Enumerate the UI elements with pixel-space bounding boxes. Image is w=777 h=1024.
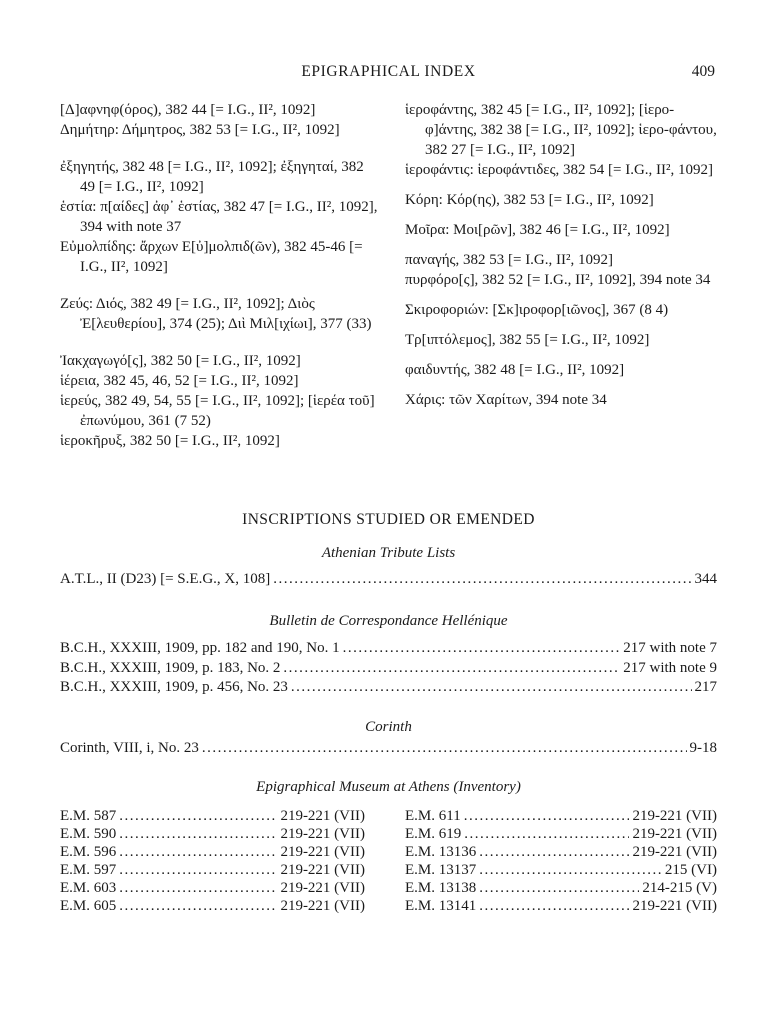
inscription-label: B.C.H., XXXIII, 1909, p. 183, No. 2 (60, 659, 281, 676)
entry-gap (60, 334, 380, 351)
index-entry: Τρ[ιπτόλεμος], 382 55 [= I.G., II², 1092] (405, 332, 650, 348)
inscription-page: 217 with note 7 (623, 640, 717, 656)
section-heading-inscriptions: INSCRIPTIONS STUDIED OR EMENDED (242, 511, 535, 528)
entry-gap (405, 290, 717, 300)
inventory-page: 219-221 (VII) (280, 808, 365, 824)
inventory-label: E.M. 605 (60, 898, 117, 914)
dot-leader (202, 739, 687, 759)
dot-leader (119, 807, 277, 825)
inventory-label: E.M. 13141 (405, 898, 477, 914)
inventory-page: 214-215 (V) (642, 880, 717, 896)
inventory-page: 219-221 (VII) (280, 862, 365, 878)
corinth-list (60, 739, 717, 759)
index-entry: Ἰακχαγωγό[ς], 382 50 [= I.G., II², 1092] (60, 353, 301, 369)
index-entry: Σκιροφοριών: [Σκ]ιροφορ[ιῶνος], 367 (8 4) (405, 302, 669, 318)
entry-gap (405, 180, 717, 190)
inventory-row (60, 825, 365, 843)
dot-leader (464, 825, 629, 843)
inscription-row (60, 659, 717, 679)
inventory-row (60, 843, 365, 861)
index-entry: ἱερεύς, 382 49, 54, 55 [= I.G., II², 1092]; [ἱερέα τοῦ] ἐπωνύμου, 361 (7 52) (60, 393, 375, 429)
index-entry: ἱεροφάντις: ἱεροφάντιδες, 382 54 [= I.G., II², 1092] (405, 162, 714, 178)
dot-leader (283, 659, 620, 679)
index-entry: Δημήτηρ: Δήμητρος, 382 53 [= I.G., II², 1092] (60, 122, 340, 138)
inventory-label: E.M. 13137 (405, 862, 477, 878)
entry-gap (405, 350, 717, 360)
entry-gap (405, 210, 717, 220)
inscription-label: B.C.H., XXXIII, 1909, p. 456, No. 23 (60, 679, 288, 695)
inventory-row (60, 861, 365, 879)
index-entry: ἱέρεια, 382 45, 46, 52 [= I.G., II², 1092] (60, 373, 299, 389)
atl-list (60, 570, 717, 590)
subheading-em: Epigraphical Museum at Athens (Inventory) (256, 779, 521, 795)
inscription-row (60, 639, 717, 659)
subheading-bch: Bulletin de Correspondance Hellénique (269, 613, 508, 629)
index-entry: Κόρη: Κόρ(ης), 382 53 [= I.G., II², 1092] (405, 192, 654, 208)
entry-gap (405, 320, 717, 330)
inscription-label: Corinth, VIII, i, No. 23 (60, 740, 199, 756)
index-entry: φαιδυντής, 382 48 [= I.G., II², 1092] (405, 362, 625, 378)
inscription-page: 217 with note 9 (623, 659, 717, 676)
em-list-right (405, 807, 717, 915)
inventory-page: 219-221 (VII) (280, 898, 365, 914)
inventory-row (60, 897, 365, 915)
index-entry: Ζεύς: Διός, 382 49 [= I.G., II², 1092]; Διὸς Ἐ[λευθερίου], 374 (25); Διὶ Μιλ[ιχίωι], 377 (33) (60, 296, 372, 332)
inventory-page: 219-221 (VII) (632, 808, 717, 824)
inventory-page: 219-221 (VII) (280, 826, 365, 842)
em-list-left (60, 807, 365, 915)
dot-leader (479, 861, 662, 879)
entry-gap (405, 240, 717, 250)
dot-leader (464, 807, 630, 825)
entry-gap (60, 277, 380, 294)
entry-gap (405, 380, 717, 390)
inventory-page: 215 (VI) (664, 862, 717, 878)
dot-leader (119, 843, 277, 861)
index-entry: Μοῖρα: Μοι[ρῶν], 382 46 [= I.G., II², 1092] (405, 222, 670, 238)
inscription-page: 217 (694, 679, 717, 695)
inventory-label: E.M. 611 (405, 808, 461, 824)
index-entry: ἱεροκῆρυξ, 382 50 [= I.G., II², 1092] (60, 433, 280, 449)
inventory-label: E.M. 603 (60, 880, 117, 896)
inventory-row (405, 807, 717, 825)
dot-leader (119, 825, 277, 843)
inventory-row (60, 807, 365, 825)
index-entry: Χάρις: τῶν Χαρίτων, 394 note 34 (405, 392, 607, 408)
dot-leader (479, 897, 629, 915)
inventory-label: E.M. 596 (60, 844, 117, 860)
inventory-page: 219-221 (VII) (280, 844, 365, 860)
inventory-label: E.M. 13138 (405, 880, 477, 896)
bch-list (60, 639, 717, 698)
inventory-row (405, 879, 717, 897)
inventory-page: 219-221 (VII) (632, 898, 717, 914)
inscription-row (60, 739, 717, 759)
inventory-row (405, 897, 717, 915)
page-number: 409 (691, 63, 715, 80)
inscription-row (60, 678, 717, 698)
dot-leader (479, 879, 639, 897)
index-entry: Εὐμολπίδης: ἄρχων Ε[ὐ]μολπιδ(ῶν), 382 45-46 [= I.G., II², 1092] (60, 239, 363, 275)
inventory-label: E.M. 590 (60, 826, 117, 842)
index-entry: [Δ]αφνηφ(όρος), 382 44 [= I.G., II², 1092] (60, 102, 316, 118)
subheading-atl: Athenian Tribute Lists (321, 545, 456, 561)
index-entry: ἑστία: π[αίδες] ἀφ᾽ ἑστίας, 382 47 [= I.G., II², 1092], 394 with note 37 (60, 199, 378, 235)
inventory-label: E.M. 587 (60, 808, 117, 824)
index-column-left (60, 100, 380, 451)
dot-leader (119, 879, 277, 897)
index-entry: πυρφόρο[ς], 382 52 [= I.G., II², 1092], 394 note 34 (405, 272, 711, 288)
inscription-page: 9-18 (689, 740, 717, 756)
subheading-corinth: Corinth (365, 719, 412, 735)
dot-leader (479, 843, 629, 861)
inventory-label: E.M. 13136 (405, 844, 477, 860)
inscription-row (60, 570, 717, 590)
inscription-label: B.C.H., XXXIII, 1909, pp. 182 and 190, No. 1 (60, 640, 340, 656)
dot-leader (119, 897, 277, 915)
running-header: EPIGRAPHICAL INDEX (301, 63, 476, 80)
dot-leader (119, 861, 277, 879)
inventory-page: 219-221 (VII) (632, 826, 717, 842)
inventory-row (60, 879, 365, 897)
inscription-page: 344 (694, 571, 717, 587)
inventory-page: 219-221 (VII) (280, 880, 365, 896)
inventory-label: E.M. 619 (405, 826, 462, 842)
entry-gap (60, 140, 380, 157)
index-entry: ἐξηγητής, 382 48 [= I.G., II², 1092]; ἐξηγηταί, 382 49 [= I.G., II², 1092] (60, 159, 364, 195)
inventory-row (405, 825, 717, 843)
inventory-row (405, 861, 717, 879)
dot-leader (343, 639, 621, 659)
dot-leader (273, 570, 691, 590)
index-column-right (405, 100, 717, 410)
inscription-label: A.T.L., II (D23) [= S.E.G., X, 108] (60, 571, 271, 587)
inventory-page: 219-221 (VII) (632, 844, 717, 860)
inventory-label: E.M. 597 (60, 862, 117, 878)
index-entry: παναγής, 382 53 [= I.G., II², 1092] (405, 252, 614, 268)
index-entry: ἱεροφάντης, 382 45 [= I.G., II², 1092]; [ἱερο-φ]άντης, 382 38 [= I.G., II², 1092]; ἱερο-φάντου, 382 27 [= I.G., II², 1092] (405, 102, 717, 158)
inventory-row (405, 843, 717, 861)
dot-leader (291, 678, 692, 698)
